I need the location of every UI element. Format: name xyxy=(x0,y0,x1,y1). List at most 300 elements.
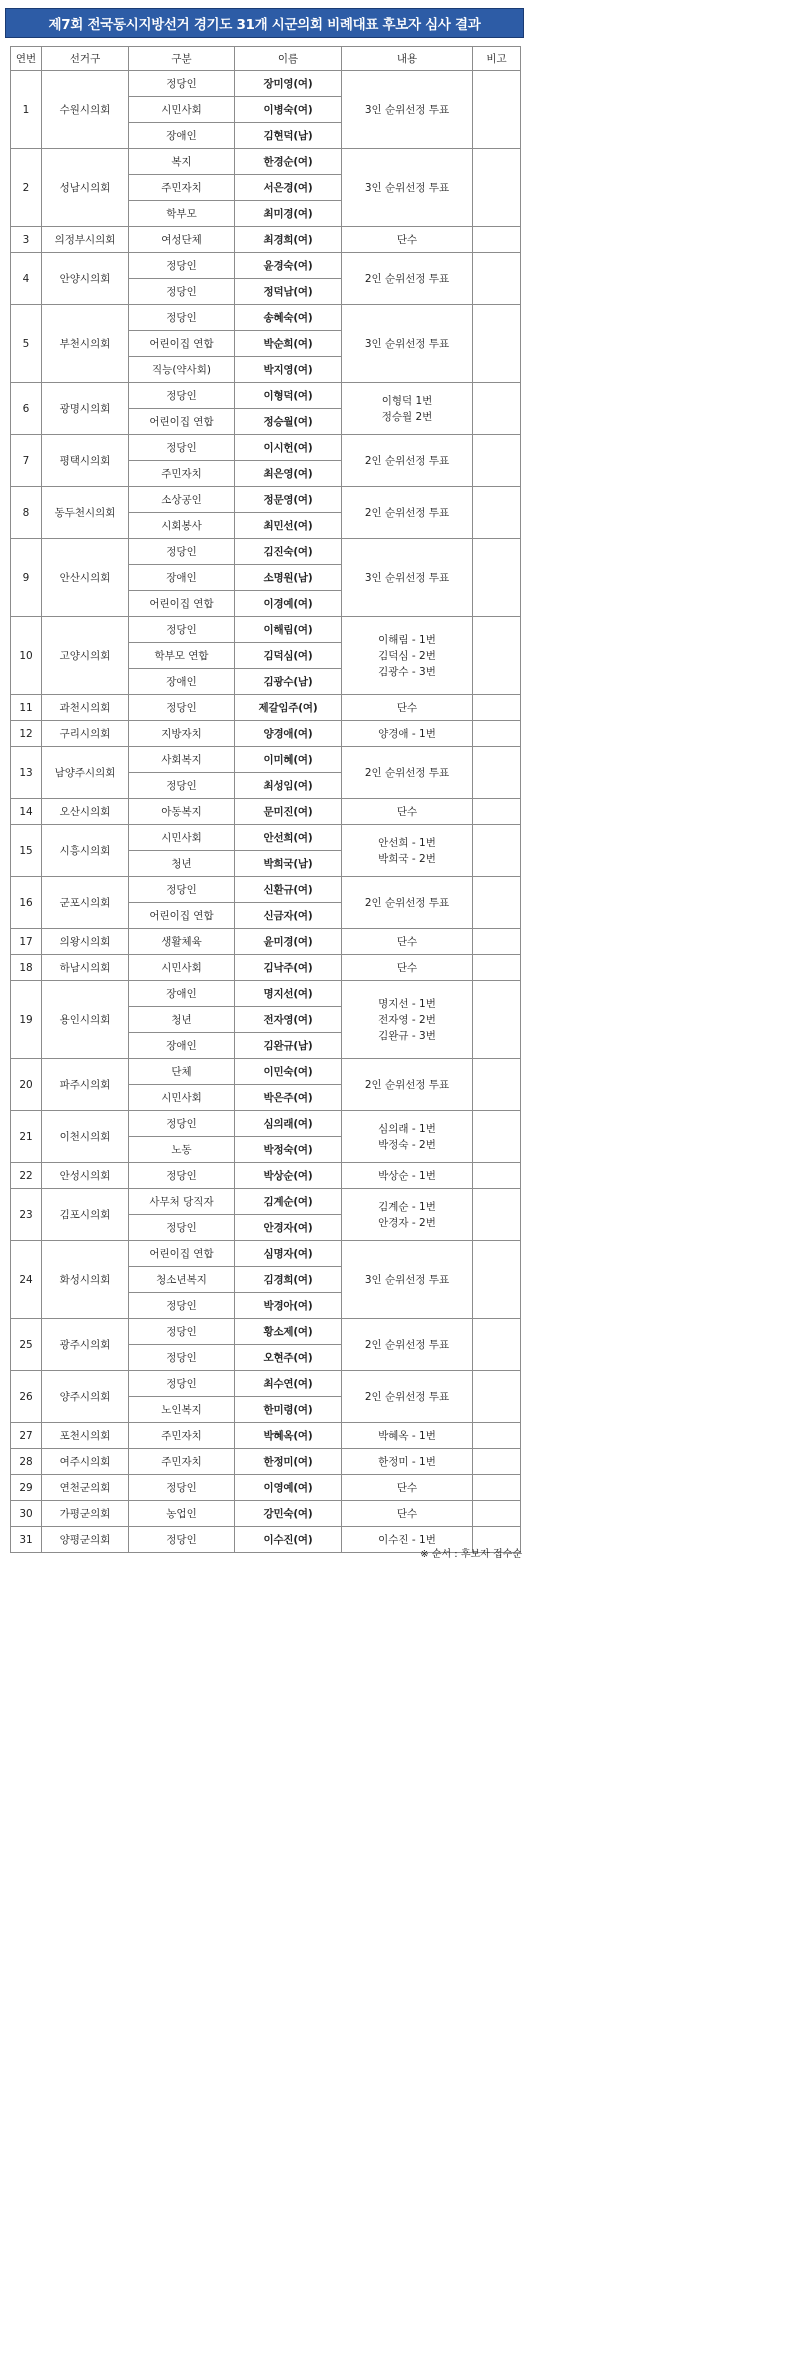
content-line: 2인 순위선정 투표 xyxy=(364,1338,450,1351)
cell-category: 장애인 xyxy=(129,1033,235,1059)
table-row xyxy=(11,1475,521,1501)
header-district: 선거구 xyxy=(42,47,129,71)
cell-no: 29 xyxy=(11,1475,42,1501)
cell-category: 시민사회 xyxy=(129,955,235,981)
table-row xyxy=(11,721,521,747)
cell-no: 26 xyxy=(11,1371,42,1423)
cell-no: 13 xyxy=(11,747,42,799)
header-remarks: 비고 xyxy=(473,47,521,71)
cell-name: 이경예(여) xyxy=(235,591,342,617)
cell-category: 정당인 xyxy=(129,71,235,97)
cell-district: 수원시의회 xyxy=(42,71,129,149)
content-line: 3인 순위선정 투표 xyxy=(364,337,450,350)
cell-name: 송혜숙(여) xyxy=(235,305,342,331)
table-row xyxy=(11,1501,521,1527)
cell-name: 최은영(여) xyxy=(235,461,342,487)
cell-district: 안산시의회 xyxy=(42,539,129,617)
footer-note: ※ 순서 : 후보자 접수순 xyxy=(420,1549,522,1560)
header-row xyxy=(11,47,521,71)
cell-category: 정당인 xyxy=(129,617,235,643)
cell-district: 군포시의회 xyxy=(42,877,129,929)
cell-no: 3 xyxy=(11,227,42,253)
cell-name: 신환규(여) xyxy=(235,877,342,903)
content-line: 2인 순위선정 투표 xyxy=(364,1078,450,1091)
content-line: 전자영 - 2번 xyxy=(378,1013,436,1026)
cell-category: 정당인 xyxy=(129,383,235,409)
header-category: 구분 xyxy=(129,47,235,71)
cell-district: 양평군의회 xyxy=(42,1527,129,1553)
cell-content xyxy=(342,877,473,929)
cell-category: 주민자치 xyxy=(129,175,235,201)
cell-name: 이시헌(여) xyxy=(235,435,342,461)
cell-remarks xyxy=(473,955,521,981)
cell-no: 2 xyxy=(11,149,42,227)
cell-category: 여성단체 xyxy=(129,227,235,253)
table-row xyxy=(11,1111,521,1137)
content-line: 김덕심 - 2번 xyxy=(378,649,436,662)
cell-content xyxy=(342,1371,473,1423)
cell-category: 정당인 xyxy=(129,539,235,565)
content-line: 김계순 - 1번 xyxy=(378,1200,436,1213)
content-line: 3인 순위선정 투표 xyxy=(364,1273,450,1286)
cell-category: 정당인 xyxy=(129,695,235,721)
cell-remarks xyxy=(473,1163,521,1189)
content-line: 단수 xyxy=(396,233,418,246)
cell-name: 이병숙(여) xyxy=(235,97,342,123)
cell-name: 최미경(여) xyxy=(235,201,342,227)
cell-name: 김덕심(여) xyxy=(235,643,342,669)
cell-content xyxy=(342,747,473,799)
cell-category: 장애인 xyxy=(129,669,235,695)
cell-name: 김진숙(여) xyxy=(235,539,342,565)
content-line: 2인 순위선정 투표 xyxy=(364,896,450,909)
cell-name: 박은주(여) xyxy=(235,1085,342,1111)
cell-content xyxy=(342,1059,473,1111)
cell-no: 22 xyxy=(11,1163,42,1189)
cell-remarks xyxy=(473,1111,521,1163)
cell-category: 장애인 xyxy=(129,565,235,591)
cell-category: 주민자치 xyxy=(129,1423,235,1449)
cell-name: 박희국(남) xyxy=(235,851,342,877)
content-line: 한정미 - 1번 xyxy=(378,1455,436,1468)
cell-category: 어린이집 연합 xyxy=(129,409,235,435)
table-row xyxy=(11,695,521,721)
table-row xyxy=(11,487,521,513)
cell-name: 소명원(남) xyxy=(235,565,342,591)
cell-category: 청년 xyxy=(129,1007,235,1033)
cell-content xyxy=(342,539,473,617)
cell-no: 8 xyxy=(11,487,42,539)
cell-district: 김포시의회 xyxy=(42,1189,129,1241)
cell-category: 어린이집 연합 xyxy=(129,903,235,929)
cell-category: 장애인 xyxy=(129,123,235,149)
cell-no: 31 xyxy=(11,1527,42,1553)
cell-category: 노동 xyxy=(129,1137,235,1163)
cell-content xyxy=(342,955,473,981)
cell-district: 의왕시의회 xyxy=(42,929,129,955)
content-line: 단수 xyxy=(396,961,418,974)
cell-category: 단체 xyxy=(129,1059,235,1085)
content-line: 정승월 2번 xyxy=(381,410,433,423)
cell-remarks xyxy=(473,929,521,955)
cell-remarks xyxy=(473,1449,521,1475)
table-body xyxy=(11,71,521,1553)
cell-name: 김광수(남) xyxy=(235,669,342,695)
cell-category: 어린이집 연합 xyxy=(129,591,235,617)
content-line: 3인 순위선정 투표 xyxy=(364,103,450,116)
table-row xyxy=(11,1371,521,1397)
table-row xyxy=(11,747,521,773)
cell-remarks xyxy=(473,149,521,227)
cell-no: 23 xyxy=(11,1189,42,1241)
content-line: 김광수 - 3번 xyxy=(378,665,436,678)
cell-district: 안성시의회 xyxy=(42,1163,129,1189)
cell-name: 정문영(여) xyxy=(235,487,342,513)
content-line: 안선희 - 1번 xyxy=(378,836,436,849)
cell-category: 노인복지 xyxy=(129,1397,235,1423)
cell-content xyxy=(342,721,473,747)
table-row xyxy=(11,1423,521,1449)
cell-name: 명지선(여) xyxy=(235,981,342,1007)
cell-no: 20 xyxy=(11,1059,42,1111)
cell-district: 여주시의회 xyxy=(42,1449,129,1475)
content-line: 2인 순위선정 투표 xyxy=(364,506,450,519)
cell-remarks xyxy=(473,617,521,695)
cell-category: 시민사회 xyxy=(129,1085,235,1111)
cell-no: 6 xyxy=(11,383,42,435)
cell-district: 안양시의회 xyxy=(42,253,129,305)
cell-remarks xyxy=(473,1241,521,1319)
cell-category: 정당인 xyxy=(129,1371,235,1397)
cell-name: 최경희(여) xyxy=(235,227,342,253)
cell-category: 정당인 xyxy=(129,435,235,461)
cell-district: 하남시의회 xyxy=(42,955,129,981)
cell-name: 김경희(여) xyxy=(235,1267,342,1293)
cell-name: 한경순(여) xyxy=(235,149,342,175)
content-line: 심의래 - 1번 xyxy=(378,1122,436,1135)
table-row xyxy=(11,1163,521,1189)
cell-category: 농업인 xyxy=(129,1501,235,1527)
cell-content xyxy=(342,825,473,877)
table-row xyxy=(11,1189,521,1215)
cell-name: 김낙주(여) xyxy=(235,955,342,981)
content-line: 박희국 - 2번 xyxy=(378,852,436,865)
cell-district: 파주시의회 xyxy=(42,1059,129,1111)
cell-no: 16 xyxy=(11,877,42,929)
table-row xyxy=(11,227,521,253)
cell-name: 정승월(여) xyxy=(235,409,342,435)
cell-remarks xyxy=(473,747,521,799)
cell-content xyxy=(342,1163,473,1189)
cell-no: 18 xyxy=(11,955,42,981)
cell-category: 정당인 xyxy=(129,877,235,903)
table-row xyxy=(11,383,521,409)
cell-category: 어린이집 연합 xyxy=(129,331,235,357)
cell-category: 사회복지 xyxy=(129,747,235,773)
cell-content xyxy=(342,71,473,149)
content-line: 박혜옥 - 1번 xyxy=(378,1429,436,1442)
table-row xyxy=(11,253,521,279)
cell-name: 이영예(여) xyxy=(235,1475,342,1501)
cell-category: 정당인 xyxy=(129,1293,235,1319)
cell-content xyxy=(342,1111,473,1163)
cell-no: 11 xyxy=(11,695,42,721)
cell-category: 청소년복지 xyxy=(129,1267,235,1293)
table-row xyxy=(11,1449,521,1475)
table-row xyxy=(11,1059,521,1085)
cell-name: 김완규(남) xyxy=(235,1033,342,1059)
cell-no: 1 xyxy=(11,71,42,149)
content-line: 안경자 - 2번 xyxy=(378,1216,436,1229)
table-row xyxy=(11,825,521,851)
content-line: 단수 xyxy=(396,805,418,818)
cell-name: 한정미(여) xyxy=(235,1449,342,1475)
content-line: 2인 순위선정 투표 xyxy=(364,766,450,779)
content-line: 3인 순위선정 투표 xyxy=(364,181,450,194)
cell-remarks xyxy=(473,1371,521,1423)
cell-name: 윤미경(여) xyxy=(235,929,342,955)
table-row xyxy=(11,981,521,1007)
cell-district: 시흥시의회 xyxy=(42,825,129,877)
cell-name: 박정숙(여) xyxy=(235,1137,342,1163)
table-row xyxy=(11,929,521,955)
content-line: 단수 xyxy=(396,1507,418,1520)
table-row xyxy=(11,71,521,97)
content-line: 박상순 - 1번 xyxy=(378,1169,436,1182)
cell-remarks xyxy=(473,695,521,721)
cell-name: 강민숙(여) xyxy=(235,1501,342,1527)
cell-category: 직능(약사회) xyxy=(129,357,235,383)
content-line: 단수 xyxy=(396,701,418,714)
cell-category: 학부모 연합 xyxy=(129,643,235,669)
cell-content xyxy=(342,617,473,695)
content-line: 김완규 - 3번 xyxy=(378,1029,436,1042)
cell-category: 정당인 xyxy=(129,305,235,331)
cell-category: 정당인 xyxy=(129,1319,235,1345)
cell-name: 이수진(여) xyxy=(235,1527,342,1553)
cell-content xyxy=(342,1501,473,1527)
cell-district: 동두천시의회 xyxy=(42,487,129,539)
cell-category: 정당인 xyxy=(129,773,235,799)
cell-content xyxy=(342,227,473,253)
cell-category: 어린이집 연합 xyxy=(129,1241,235,1267)
cell-name: 서은경(여) xyxy=(235,175,342,201)
cell-remarks xyxy=(473,71,521,149)
content-line: 이수진 - 1번 xyxy=(378,1533,436,1546)
cell-district: 의정부시의회 xyxy=(42,227,129,253)
cell-name: 제갈임주(여) xyxy=(235,695,342,721)
results-table xyxy=(10,46,521,1553)
cell-name: 이해림(여) xyxy=(235,617,342,643)
cell-name: 장미영(여) xyxy=(235,71,342,97)
cell-content xyxy=(342,487,473,539)
table-row xyxy=(11,305,521,331)
cell-no: 28 xyxy=(11,1449,42,1475)
cell-remarks xyxy=(473,1423,521,1449)
content-line: 단수 xyxy=(396,1481,418,1494)
cell-remarks xyxy=(473,435,521,487)
cell-category: 장애인 xyxy=(129,981,235,1007)
cell-category: 정당인 xyxy=(129,1111,235,1137)
cell-district: 고양시의회 xyxy=(42,617,129,695)
cell-name: 최민선(여) xyxy=(235,513,342,539)
cell-remarks xyxy=(473,877,521,929)
cell-no: 27 xyxy=(11,1423,42,1449)
cell-district: 광명시의회 xyxy=(42,383,129,435)
table-row xyxy=(11,877,521,903)
cell-no: 5 xyxy=(11,305,42,383)
cell-name: 김현덕(남) xyxy=(235,123,342,149)
table-row xyxy=(11,1241,521,1267)
cell-remarks xyxy=(473,383,521,435)
cell-category: 사무처 당직자 xyxy=(129,1189,235,1215)
table-row xyxy=(11,1319,521,1345)
cell-remarks xyxy=(473,539,521,617)
cell-category: 정당인 xyxy=(129,1527,235,1553)
cell-district: 연천군의회 xyxy=(42,1475,129,1501)
cell-name: 전자영(여) xyxy=(235,1007,342,1033)
cell-category: 아동복지 xyxy=(129,799,235,825)
cell-content xyxy=(342,149,473,227)
cell-district: 광주시의회 xyxy=(42,1319,129,1371)
cell-category: 지방자치 xyxy=(129,721,235,747)
cell-name: 최수연(여) xyxy=(235,1371,342,1397)
cell-content xyxy=(342,1475,473,1501)
cell-district: 오산시의회 xyxy=(42,799,129,825)
cell-content xyxy=(342,383,473,435)
cell-name: 황소제(여) xyxy=(235,1319,342,1345)
content-line: 이해림 - 1번 xyxy=(378,633,436,646)
cell-remarks xyxy=(473,1475,521,1501)
cell-category: 정당인 xyxy=(129,1163,235,1189)
cell-no: 9 xyxy=(11,539,42,617)
cell-content xyxy=(342,1423,473,1449)
cell-district: 과천시의회 xyxy=(42,695,129,721)
cell-name: 이미혜(여) xyxy=(235,747,342,773)
cell-content xyxy=(342,305,473,383)
cell-name: 이형덕(여) xyxy=(235,383,342,409)
cell-remarks xyxy=(473,981,521,1059)
cell-content xyxy=(342,1189,473,1241)
cell-district: 평택시의회 xyxy=(42,435,129,487)
cell-district: 성남시의회 xyxy=(42,149,129,227)
cell-category: 시민사회 xyxy=(129,825,235,851)
content-line: 2인 순위선정 투표 xyxy=(364,454,450,467)
cell-name: 안선희(여) xyxy=(235,825,342,851)
cell-name: 양경애(여) xyxy=(235,721,342,747)
cell-category: 주민자치 xyxy=(129,1449,235,1475)
cell-name: 박순희(여) xyxy=(235,331,342,357)
cell-no: 25 xyxy=(11,1319,42,1371)
cell-content xyxy=(342,1449,473,1475)
cell-category: 정당인 xyxy=(129,279,235,305)
cell-district: 포천시의회 xyxy=(42,1423,129,1449)
cell-no: 17 xyxy=(11,929,42,955)
cell-remarks xyxy=(473,227,521,253)
cell-remarks xyxy=(473,1501,521,1527)
cell-no: 10 xyxy=(11,617,42,695)
cell-content xyxy=(342,929,473,955)
cell-name: 심명자(여) xyxy=(235,1241,342,1267)
cell-category: 주민자치 xyxy=(129,461,235,487)
cell-district: 양주시의회 xyxy=(42,1371,129,1423)
cell-remarks xyxy=(473,1189,521,1241)
cell-content xyxy=(342,981,473,1059)
cell-name: 김계순(여) xyxy=(235,1189,342,1215)
cell-content xyxy=(342,799,473,825)
cell-name: 박혜옥(여) xyxy=(235,1423,342,1449)
content-line: 단수 xyxy=(396,935,418,948)
cell-name: 박상순(여) xyxy=(235,1163,342,1189)
cell-content xyxy=(342,253,473,305)
cell-content xyxy=(342,435,473,487)
cell-category: 소상공인 xyxy=(129,487,235,513)
cell-category: 생활체육 xyxy=(129,929,235,955)
cell-no: 21 xyxy=(11,1111,42,1163)
cell-no: 4 xyxy=(11,253,42,305)
cell-content xyxy=(342,695,473,721)
cell-remarks xyxy=(473,487,521,539)
cell-content xyxy=(342,1241,473,1319)
cell-no: 7 xyxy=(11,435,42,487)
cell-district: 남양주시의회 xyxy=(42,747,129,799)
cell-content xyxy=(342,1319,473,1371)
page-title: 제7회 전국동시지방선거 경기도 31개 시군의회 비례대표 후보자 심사 결과 xyxy=(5,8,524,38)
cell-no: 30 xyxy=(11,1501,42,1527)
cell-district: 용인시의회 xyxy=(42,981,129,1059)
cell-category: 정당인 xyxy=(129,1475,235,1501)
cell-remarks xyxy=(473,253,521,305)
cell-no: 15 xyxy=(11,825,42,877)
table-row xyxy=(11,799,521,825)
cell-category: 청년 xyxy=(129,851,235,877)
cell-district: 구리시의회 xyxy=(42,721,129,747)
table-row xyxy=(11,149,521,175)
cell-remarks xyxy=(473,825,521,877)
content-line: 2인 순위선정 투표 xyxy=(364,272,450,285)
cell-remarks xyxy=(473,799,521,825)
cell-name: 심의래(여) xyxy=(235,1111,342,1137)
content-line: 3인 순위선정 투표 xyxy=(364,571,450,584)
cell-remarks xyxy=(473,305,521,383)
table-row xyxy=(11,955,521,981)
cell-category: 정당인 xyxy=(129,253,235,279)
header-no: 연번 xyxy=(11,47,42,71)
table-row xyxy=(11,435,521,461)
table-row xyxy=(11,539,521,565)
header-content: 내용 xyxy=(342,47,473,71)
cell-category: 복지 xyxy=(129,149,235,175)
cell-name: 최성임(여) xyxy=(235,773,342,799)
cell-name: 윤경숙(여) xyxy=(235,253,342,279)
content-line: 이형덕 1번 xyxy=(381,394,433,407)
content-line: 양경애 - 1번 xyxy=(378,727,436,740)
cell-name: 신금자(여) xyxy=(235,903,342,929)
cell-name: 한미령(여) xyxy=(235,1397,342,1423)
cell-name: 박지영(여) xyxy=(235,357,342,383)
content-line: 박정숙 - 2번 xyxy=(378,1138,436,1151)
cell-name: 이민숙(여) xyxy=(235,1059,342,1085)
cell-category: 학부모 xyxy=(129,201,235,227)
cell-name: 오현주(여) xyxy=(235,1345,342,1371)
cell-district: 이천시의회 xyxy=(42,1111,129,1163)
cell-remarks xyxy=(473,721,521,747)
cell-district: 화성시의회 xyxy=(42,1241,129,1319)
cell-district: 가평군의회 xyxy=(42,1501,129,1527)
cell-category: 시민사회 xyxy=(129,97,235,123)
cell-name: 안경자(여) xyxy=(235,1215,342,1241)
content-line: 2인 순위선정 투표 xyxy=(364,1390,450,1403)
